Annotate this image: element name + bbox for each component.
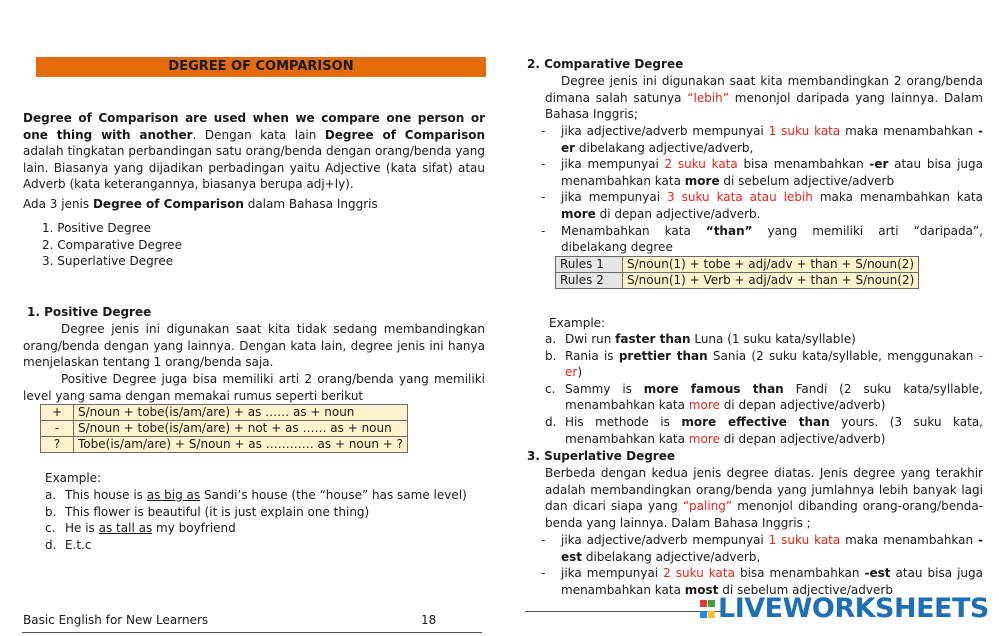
logo-mark-icon xyxy=(700,599,716,621)
formula-symbol: + xyxy=(41,405,74,421)
list-item: b. Rania is prettier than Sania (2 suku kata/syllable, menggunakan -er) xyxy=(545,348,983,380)
rule-label: Rules 1 xyxy=(556,257,623,273)
rule-formula: S/noun(1) + Verb + adj/adv + than + S/noun(2) xyxy=(623,273,919,289)
comparative-rules-list xyxy=(525,123,983,256)
types-list xyxy=(42,220,182,270)
list-item: c. He is as tall as my boyfriend xyxy=(45,521,236,536)
list-item: a. Dwi run faster than Luna (1 suku kata/syllable) xyxy=(545,332,856,346)
positive-example-label: Example: xyxy=(45,471,102,485)
formula-symbol: - xyxy=(41,421,74,437)
footer-divider xyxy=(22,632,482,633)
comparative-heading: 2. Comparative Degree xyxy=(527,57,684,71)
list-item: 3. Superlative Degree xyxy=(42,254,174,269)
list-item: - jika adjective/adverb mempunyai 1 suku kata maka menambahkan -er dibelakang adjective/adverb, xyxy=(541,124,983,155)
list-item: d. His methode is more effective than yours. (3 suku kata, menambahkan kata more di depan adjective/adverb) xyxy=(545,414,983,446)
intro-paragraph: Degree of Comparison are used when we compare one person or one thing with another. Dengan kata lain Degree of Comparison adalah tingkatan perbandingan satu orang/benda dengan orang/benda yang lain. Biasanya yang dijadikan perbadingan yaitu Adjective (kata sifat) atau Adverb (kata keterangannya, biasanya berupa adj+ly). xyxy=(23,111,485,192)
list-item: - jika adjective/adverb mempunyai 1 suku kata maka menambahkan -est dibelakang adjective/adverb, xyxy=(541,533,983,564)
list-item: - jika mempunyai 2 suku kata bisa menambahkan -er atau bisa juga menambahkan kata more di sebelum adjective/adverb xyxy=(541,157,983,188)
rule-label: Rules 2 xyxy=(556,273,623,289)
page-title: DEGREE OF COMPARISON xyxy=(168,59,354,74)
table-row xyxy=(556,273,919,289)
table-row xyxy=(556,257,919,273)
list-item: 2. Comparative Degree xyxy=(42,237,182,252)
logo-text: LIVEWORKSHEETS xyxy=(718,593,989,624)
positive-heading: 1. Positive Degree xyxy=(27,305,152,319)
formula-cell: S/noun + tobe(is/am/are) + not + as …… as + noun xyxy=(74,421,408,437)
superlative-heading: 3. Superlative Degree xyxy=(527,449,676,463)
list-item: - jika mempunyai 2 suku kata bisa menambahkan -est atau bisa juga menambahkan kata most di sebelum adjective/adverb xyxy=(541,566,983,597)
table-row xyxy=(41,405,408,421)
list-item: c. Sammy is more famous than Fandi (2 suku kata/syllable, menambahkan kata more di depan adjective/adverb) xyxy=(545,381,983,413)
footer-book-title: Basic English for New Learners xyxy=(23,613,209,627)
list-item: b. This flower is beautiful (it is just explain one thing) xyxy=(45,504,370,519)
positive-para1: Degree jenis ini digunakan saat kita tidak sedang membandingkan orang/benda dengan yang lainnya. Dengan kata lain, degree jenis ini hanya menjelaskan tentang 1 orang/benda saja. xyxy=(23,322,485,370)
list-item: 1. Positive Degree xyxy=(42,221,152,235)
positive-formula-table xyxy=(40,404,408,453)
positive-para2: Positive Degree juga bisa memiliki arti 2 orang/benda yang memiliki level yang sama dengan memakai rumus seperti berikut xyxy=(23,372,485,403)
table-row xyxy=(41,437,408,453)
list-item: - jika mempunyai 3 suku kata atau lebih maka menambahkan kata more di depan adjective/adverb. xyxy=(541,190,983,221)
formula-symbol: ? xyxy=(41,437,74,453)
comparative-example-label: Example: xyxy=(549,316,606,330)
right-footer-divider xyxy=(525,611,725,612)
comparative-para: Degree jenis ini digunakan saat kita membandingkan 2 orang/benda dimana salah satunya “lebih” menonjol daripada yang lainnya. Dalam Bahasa Inggris; xyxy=(545,74,983,122)
footer-page-number: 18 xyxy=(421,613,437,627)
superlative-rules-list xyxy=(525,532,983,598)
comparative-rules-table xyxy=(555,256,919,289)
title-banner xyxy=(36,57,486,77)
table-row xyxy=(41,421,408,437)
list-item: d. E.t.c xyxy=(45,537,92,552)
positive-examples xyxy=(45,487,485,553)
comparative-examples xyxy=(545,331,983,447)
rule-formula: S/noun(1) + tobe + adj/adv + than + S/noun(2) xyxy=(623,257,919,273)
liveworksheets-logo[interactable] xyxy=(700,593,989,624)
formula-cell: Tobe(is/am/are) + S/noun + as ………… as + noun + ? xyxy=(74,437,408,453)
list-item: a. This house is as big as Sandi’s house (the “house” has same level) xyxy=(45,488,467,502)
formula-cell: S/noun + tobe(is/am/are) + as …… as + noun xyxy=(74,405,408,421)
superlative-para: Berbeda dengan kedua jenis degree diatas. Jenis degree yang terakhir adalah membandingkan orang/benda yang jumlahnya lebih banyak lagi dan dicari siapa yang “paling” menonjol dibanding orang-orang/benda-benda yang lainnya. Dalam Bahasa Inggris ; xyxy=(545,466,984,530)
list-item: - Menambahkan kata “than” yang memiliki arti “daripada”, dibelakang degree xyxy=(541,223,983,255)
types-intro: Ada 3 jenis Degree of Comparison dalam Bahasa Inggris xyxy=(23,197,378,211)
